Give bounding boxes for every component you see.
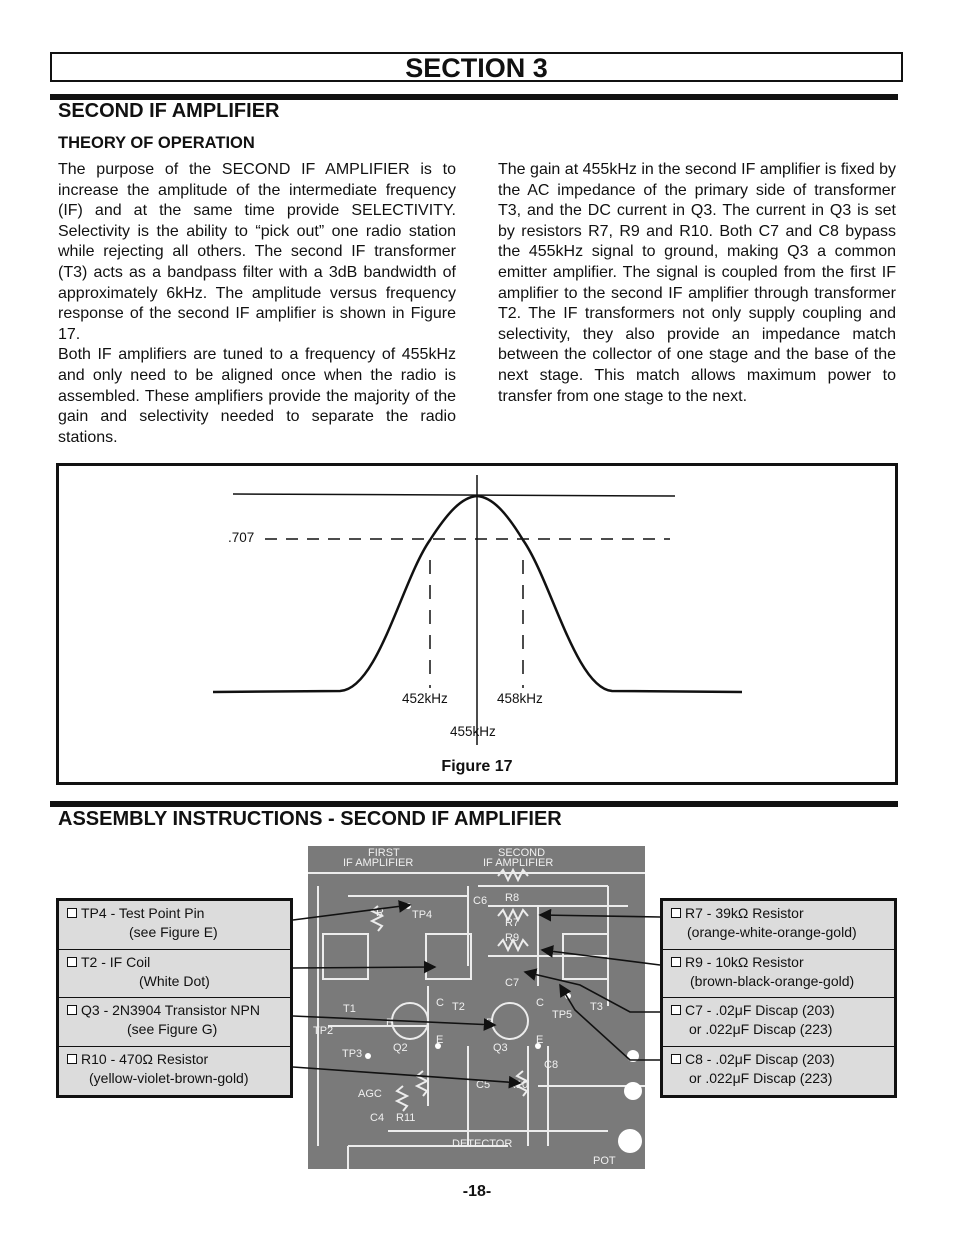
svg-text:POT: POT — [593, 1155, 616, 1167]
first-if-label-2: IF AMPLIFIER — [343, 857, 414, 869]
part-r10[interactable]: R10 - 470Ω Resistor (yellow-violet-brown-gold) — [59, 1047, 290, 1096]
svg-text:E: E — [536, 1034, 544, 1046]
page-heading: SECOND IF AMPLIFIER — [58, 100, 280, 122]
svg-text:TP2: TP2 — [313, 1025, 334, 1037]
svg-text:TP5: TP5 — [552, 1009, 573, 1021]
svg-text:C5: C5 — [476, 1079, 491, 1091]
svg-text:T2: T2 — [452, 1001, 465, 1013]
left-paragraph-2: Both IF amplifiers are tuned to a frequency of 455kHz and only need to be aligned once when the radio is assembled. These amplifiers provide the majority of the gain and selectivity needed to separate the radio stations. — [58, 346, 456, 446]
first-if-label-1: FIRST — [368, 847, 400, 859]
arrow-tp4 — [293, 905, 410, 920]
svg-text:Q3: Q3 — [493, 1042, 508, 1054]
theory-subheading: THEORY OF OPERATION — [58, 134, 255, 152]
part-q3[interactable]: Q3 - 2N3904 Transistor NPN (see Figure G) — [59, 998, 290, 1047]
svg-text:R8: R8 — [505, 892, 520, 904]
svg-text:AGC: AGC — [358, 1088, 382, 1100]
svg-text:R10: R10 — [508, 1079, 529, 1091]
svg-text:R7: R7 — [505, 917, 520, 929]
svg-text:Q2: Q2 — [393, 1042, 408, 1054]
part-r7[interactable]: R7 - 39kΩ Resistor (orange-white-orange-gold) — [663, 901, 894, 950]
svg-text:E: E — [436, 1034, 444, 1046]
svg-text:C4: C4 — [370, 1112, 385, 1124]
svg-text:R11: R11 — [396, 1112, 416, 1124]
high-frequency-label: 458kHz — [497, 691, 543, 706]
svg-text:T1: T1 — [343, 1003, 356, 1015]
assembly-heading: ASSEMBLY INSTRUCTIONS - SECOND IF AMPLIFIER — [58, 808, 562, 830]
svg-text:TP3: TP3 — [342, 1048, 363, 1060]
figure-caption: Figure 17 — [441, 758, 513, 775]
right-paragraph: The gain at 455kHz in the second IF amplifier is fixed by the AC impedance of the primary side of transformer T3, and the DC current in Q3. The current in Q3 is set by resistors R7, R9 and R10. Both C7 and C8 bypass the 455kHz signal to ground, making Q3 a common emitter amplifier. The signal is coupled from the first IF amplifier to the second IF amplifier through transformer T2. The IF transformers not only supply coupling and selectivity, they also provide an impedance match between the collector of one stage and the base of the next stage. This match allows maximum power to transfer from one stage to the next. — [498, 161, 896, 405]
level-label: .707 — [228, 530, 255, 545]
detector-label: DETECTOR — [452, 1138, 513, 1150]
part-tp4[interactable]: TP4 - Test Point Pin (see Figure E) — [59, 901, 290, 950]
svg-text:R9: R9 — [505, 932, 520, 944]
svg-text:C6: C6 — [473, 895, 488, 907]
svg-text:C: C — [536, 997, 544, 1009]
svg-text:C: C — [436, 997, 444, 1009]
arrow-c8 — [560, 985, 660, 1060]
part-t2[interactable]: T2 - IF Coil (White Dot) — [59, 950, 290, 999]
arrow-c7 — [525, 972, 660, 1012]
low-frequency-label: 452kHz — [402, 691, 448, 706]
svg-text:T3: T3 — [590, 1001, 603, 1013]
part-c7[interactable]: C7 - .02μF Discap (203) or .022μF Discap (223) — [663, 998, 894, 1047]
arrow-r7 — [540, 915, 660, 917]
svg-text:B: B — [486, 1017, 494, 1029]
svg-text:B: B — [386, 1017, 394, 1029]
second-if-label-1: SECOND — [498, 847, 546, 859]
part-r9[interactable]: R9 - 10kΩ Resistor (brown-black-orange-gold) — [663, 950, 894, 999]
arrow-q3 — [293, 1016, 495, 1025]
arrow-t2 — [293, 967, 435, 968]
svg-text:R: R — [376, 907, 384, 919]
page-number: -18- — [462, 1183, 492, 1200]
center-frequency-label: 455kHz — [450, 724, 496, 739]
svg-text:C8: C8 — [544, 1059, 559, 1071]
arrow-r10 — [293, 1067, 520, 1083]
arrow-r9 — [542, 950, 660, 965]
second-if-label-2: IF AMPLIFIER — [483, 857, 554, 869]
svg-text:C7: C7 — [505, 977, 520, 989]
section-title: SECTION 3 — [50, 52, 903, 82]
svg-text:TP4: TP4 — [412, 909, 433, 921]
part-c8[interactable]: C8 - .02μF Discap (203) or .022μF Discap (223) — [663, 1047, 894, 1096]
left-paragraph-1: The purpose of the SECOND IF AMPLIFIER is to increase the amplitude of the intermediate frequency (IF) and at the same time provide SELECTIVITY. Selectivity is the ability to “pick out” one radio station while rejecting all others. The second IF transformer (T3) acts as a bandpass filter with a 3dB bandwidth of approximately 6kHz. The amplitude versus frequency response of the second IF amplifier is shown in Figure 17. — [58, 161, 456, 343]
